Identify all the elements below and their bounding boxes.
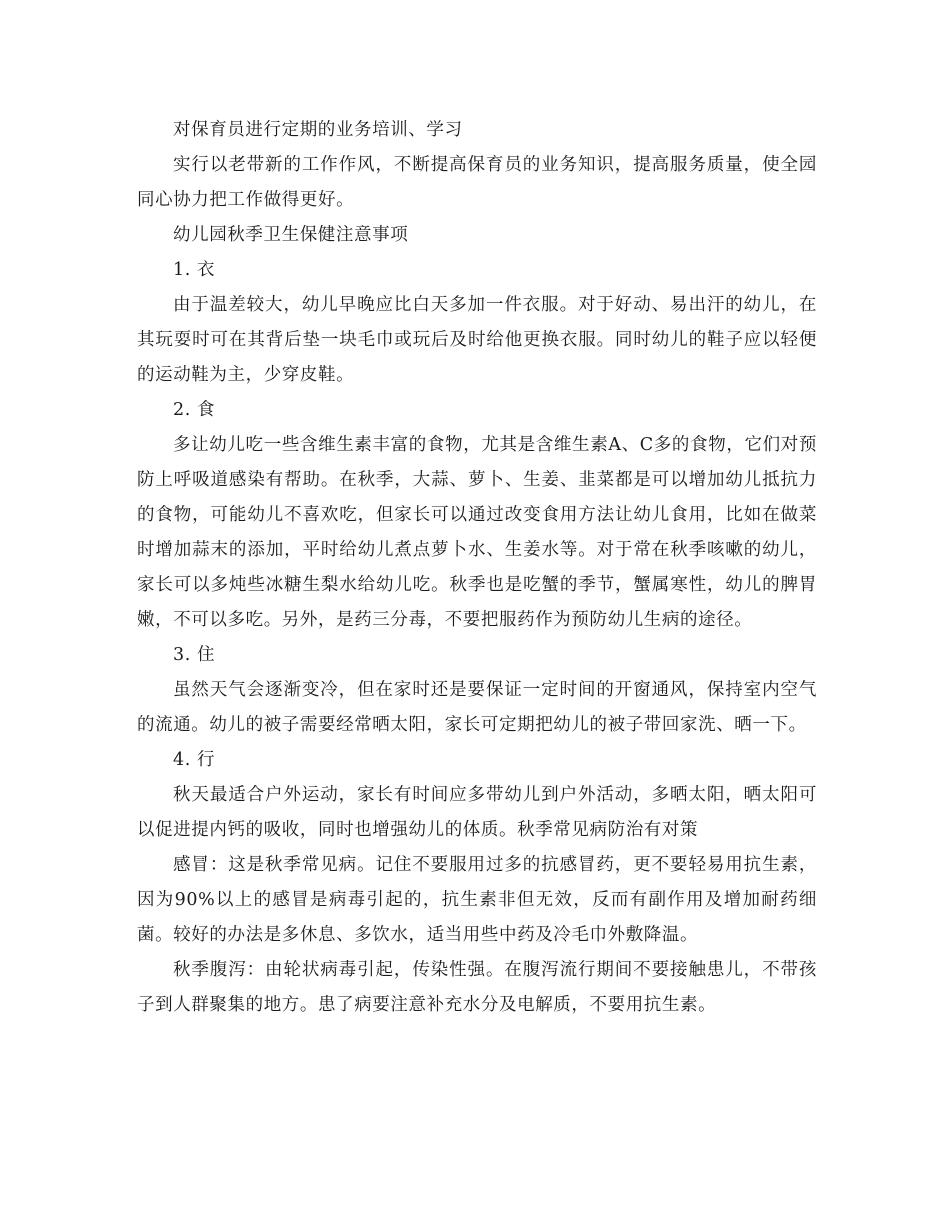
document-page [137, 113, 817, 1023]
section-heading-autumn-health: 幼儿园秋季卫生保健注意事项 [173, 225, 409, 245]
item-heading-housing: 3. 住 [173, 645, 216, 665]
paragraph-housing: 虽然天气会逐渐变冷，但在家时还是要保证一定时间的开窗通风，保持室内空气的流通。幼儿的被子需要经常晒太阳，家长可定期把幼儿的被子带回家洗、晒一下。 [137, 680, 817, 735]
paragraph-food: 多让幼儿吃一些含维生素丰富的食物，尤其是含维生素A、C多的食物，它们对预防上呼吸道感染有帮助。在秋季，大蒜、萝卜、生姜、韭菜都是可以增加幼儿抵抗力的食物，可能幼儿不喜欢吃，但家长可以通过改变食用方法让幼儿食用，比如在做菜时增加蒜末的添加，平时给幼儿煮点萝卜水、生姜水等。对于常在秋季咳嗽的幼儿，家长可以多炖些冰糖生梨水给幼儿吃。秋季也是吃蟹的季节，蟹属寒性，幼儿的脾胃嫩，不可以多吃。另外，是药三分毒，不要把服药作为预防幼儿生病的途径。 [137, 435, 817, 630]
paragraph-training: 对保育员进行定期的业务培训、学习 [173, 120, 463, 140]
item-heading-food: 2. 食 [173, 400, 216, 420]
item-heading-activity: 4. 行 [173, 750, 216, 770]
paragraph-cold: 感冒：这是秋季常见病。记住不要服用过多的抗感冒药，更不要轻易用抗生素，因为90%以上的感冒是病毒引起的，抗生素非但无效，反而有副作用及增加耐药细菌。较好的办法是多休息、多饮水，适当用些中药及冷毛巾外敷降温。 [137, 855, 817, 945]
item-heading-clothing: 1. 衣 [173, 260, 216, 280]
paragraph-diarrhea: 秋季腹泻：由轮状病毒引起，传染性强。在腹泻流行期间不要接触患儿，不带孩子到人群聚集的地方。患了病要注意补充水分及电解质，不要用抗生素。 [137, 960, 817, 1015]
paragraph-mentoring: 实行以老带新的工作作风，不断提高保育员的业务知识，提高服务质量，使全园同心协力把工作做得更好。 [137, 155, 817, 210]
paragraph-activity: 秋天最适合户外运动，家长有时间应多带幼儿到户外活动，多晒太阳，晒太阳可以促进提内钙的吸收，同时也增强幼儿的体质。秋季常见病防治有对策 [137, 785, 817, 840]
paragraph-clothing: 由于温差较大，幼儿早晚应比白天多加一件衣服。对于好动、易出汗的幼儿，在其玩耍时可在其背后垫一块毛巾或玩后及时给他更换衣服。同时幼儿的鞋子应以轻便的运动鞋为主，少穿皮鞋。 [137, 295, 817, 385]
